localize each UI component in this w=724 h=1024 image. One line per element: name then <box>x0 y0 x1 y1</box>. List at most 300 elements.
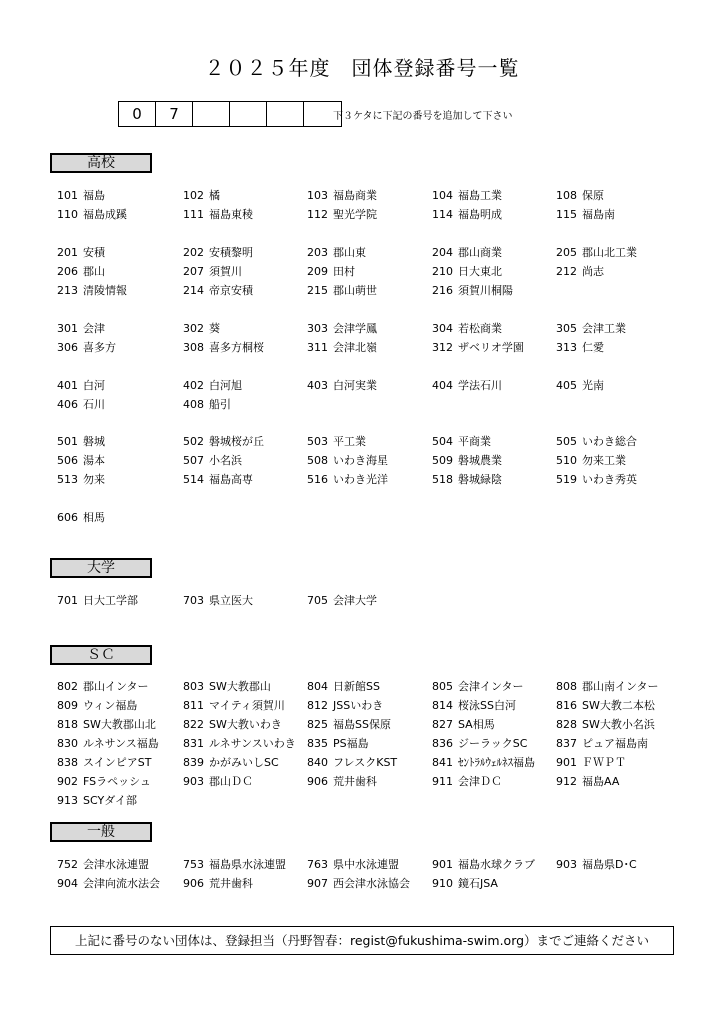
team-name: 福島東稜 <box>209 208 253 221</box>
team-name: いわき海星 <box>333 454 388 467</box>
code-digit-cell: 0 <box>119 102 156 126</box>
team-code: 803 <box>183 680 204 693</box>
team-code: 904 <box>57 877 78 890</box>
team-entry <box>432 696 516 715</box>
team-entry <box>183 432 264 451</box>
team-code: 504 <box>432 435 453 448</box>
team-code: 514 <box>183 473 204 486</box>
team-name: SW大教二本松 <box>582 699 655 712</box>
team-name: 光南 <box>582 379 604 392</box>
team-name: 福島高専 <box>209 473 253 486</box>
team-name: 田村 <box>333 265 355 278</box>
team-code: 507 <box>183 454 204 467</box>
team-entry <box>57 338 116 357</box>
team-code: 840 <box>307 756 328 769</box>
team-entry <box>183 772 253 791</box>
team-name: ザベリオ学園 <box>458 341 524 354</box>
team-code: 215 <box>307 284 328 297</box>
team-entry <box>307 262 355 281</box>
team-entry <box>556 338 604 357</box>
team-name: 勿来 <box>83 473 105 486</box>
team-name: 福島商業 <box>333 189 377 202</box>
team-name: 県中水泳連盟 <box>333 858 399 871</box>
team-name: 磐城桜が丘 <box>209 435 264 448</box>
team-entry <box>432 753 535 772</box>
team-code: 205 <box>556 246 577 259</box>
team-entry <box>183 470 253 489</box>
team-name: 喜多方 <box>83 341 116 354</box>
team-entry <box>183 591 253 610</box>
team-code: 912 <box>556 775 577 788</box>
team-name: 磐城緑陰 <box>458 473 502 486</box>
team-name: SW大教小名浜 <box>582 718 655 731</box>
team-code: 827 <box>432 718 453 731</box>
team-entry <box>556 753 626 772</box>
team-code: 906 <box>307 775 328 788</box>
team-code: 501 <box>57 435 78 448</box>
team-code: 201 <box>57 246 78 259</box>
team-entry <box>432 376 502 395</box>
team-name: 福島SS保原 <box>333 718 391 731</box>
team-name: 福島水球クラブ <box>458 858 535 871</box>
team-entry <box>432 432 491 451</box>
team-name: ウィン福島 <box>83 699 138 712</box>
team-code: 303 <box>307 322 328 335</box>
code-instruction: 下３ケタに下記の番号を追加して下さい <box>333 111 513 122</box>
team-name: 学法石川 <box>458 379 502 392</box>
team-name: 喜多方桐桜 <box>209 341 264 354</box>
team-entry <box>183 205 253 224</box>
team-code: 910 <box>432 877 453 890</box>
section-heading: 高校 <box>50 153 152 173</box>
team-code: 301 <box>57 322 78 335</box>
team-name: 平商業 <box>458 435 491 448</box>
team-name: SW大教郡山 <box>209 680 271 693</box>
team-entry <box>556 205 615 224</box>
team-name: ピュア福島南 <box>582 737 648 750</box>
team-name: 安積 <box>83 246 105 259</box>
team-entry <box>307 715 391 734</box>
team-code: 837 <box>556 737 577 750</box>
team-name: 平工業 <box>333 435 366 448</box>
team-code: 606 <box>57 511 78 524</box>
team-name: 日大工学部 <box>83 594 138 607</box>
team-code: 805 <box>432 680 453 693</box>
team-code: 114 <box>432 208 453 221</box>
team-entry <box>432 451 502 470</box>
team-entry <box>432 470 502 489</box>
team-entry <box>556 262 604 281</box>
team-code: 705 <box>307 594 328 607</box>
team-code: 831 <box>183 737 204 750</box>
team-entry <box>556 376 604 395</box>
team-name: かがみいしSC <box>209 756 279 769</box>
team-entry <box>183 753 279 772</box>
team-name: 福島明成 <box>458 208 502 221</box>
team-code: 214 <box>183 284 204 297</box>
team-name: PS福島 <box>333 737 369 750</box>
team-entry <box>432 262 502 281</box>
team-code: 838 <box>57 756 78 769</box>
team-code: 311 <box>307 341 328 354</box>
team-code: 513 <box>57 473 78 486</box>
team-code: 906 <box>183 877 204 890</box>
team-code: 103 <box>307 189 328 202</box>
team-code: 210 <box>432 265 453 278</box>
team-name: 福島成蹊 <box>83 208 127 221</box>
team-code: 115 <box>556 208 577 221</box>
team-entry <box>556 696 655 715</box>
team-code: 808 <box>556 680 577 693</box>
team-name: 仁愛 <box>582 341 604 354</box>
team-name: いわき光洋 <box>333 473 388 486</box>
team-entry <box>57 791 137 810</box>
registration-code-box <box>118 101 342 127</box>
team-code: 753 <box>183 858 204 871</box>
team-entry <box>556 243 637 262</box>
team-entry <box>183 734 296 753</box>
team-code: 506 <box>57 454 78 467</box>
team-entry <box>432 855 535 874</box>
team-entry <box>556 432 637 451</box>
team-entry <box>57 508 105 527</box>
team-code: 830 <box>57 737 78 750</box>
team-name: 会津向流水法会 <box>83 877 160 890</box>
team-entry <box>57 753 151 772</box>
team-entry <box>432 874 498 893</box>
team-name: 福島県水泳連盟 <box>209 858 286 871</box>
team-name: ｾﾝﾄﾗﾙｳｪﾙﾈｽ福島 <box>458 756 535 769</box>
team-entry <box>57 734 159 753</box>
team-entry <box>57 470 105 489</box>
team-entry <box>307 338 377 357</box>
team-code: 901 <box>432 858 453 871</box>
team-entry <box>556 470 637 489</box>
team-code: 911 <box>432 775 453 788</box>
team-code: 308 <box>183 341 204 354</box>
team-entry <box>432 734 527 753</box>
team-entry <box>307 677 380 696</box>
team-entry <box>183 186 220 205</box>
team-entry <box>183 696 285 715</box>
team-entry <box>307 753 397 772</box>
team-entry <box>307 319 377 338</box>
team-entry <box>432 243 502 262</box>
team-code: 406 <box>57 398 78 411</box>
team-entry <box>432 281 513 300</box>
team-code: 835 <box>307 737 328 750</box>
team-code: 207 <box>183 265 204 278</box>
team-entry <box>432 205 502 224</box>
team-code: 502 <box>183 435 204 448</box>
team-name: 郡山ＤＣ <box>209 775 253 788</box>
team-name: 尚志 <box>582 265 604 278</box>
team-name: 郡山商業 <box>458 246 502 259</box>
team-entry <box>57 874 160 893</box>
team-name: 郡山東 <box>333 246 366 259</box>
team-name: 福島AA <box>582 775 620 788</box>
team-name: 聖光学院 <box>333 208 377 221</box>
team-name: SCYダイ部 <box>83 794 137 807</box>
team-entry <box>57 677 149 696</box>
team-entry <box>432 677 524 696</box>
team-entry <box>307 772 377 791</box>
team-name: SA相馬 <box>458 718 495 731</box>
team-name: 帝京安積 <box>209 284 253 297</box>
team-name: 白河実業 <box>333 379 377 392</box>
team-code: 112 <box>307 208 328 221</box>
team-entry <box>57 591 138 610</box>
team-entry <box>57 243 105 262</box>
section-heading: 一般 <box>50 822 152 842</box>
team-name: 桜泳SS白河 <box>458 699 516 712</box>
team-entry <box>183 715 282 734</box>
team-entry <box>432 319 502 338</box>
team-entry <box>556 734 648 753</box>
team-entry <box>556 677 659 696</box>
team-code: 701 <box>57 594 78 607</box>
team-code: 839 <box>183 756 204 769</box>
team-name: 県立医大 <box>209 594 253 607</box>
team-entry <box>556 451 626 470</box>
team-name: 須賀川 <box>209 265 242 278</box>
team-entry <box>183 855 286 874</box>
team-entry <box>307 734 369 753</box>
team-name: 相馬 <box>83 511 105 524</box>
team-code: 108 <box>556 189 577 202</box>
team-code: 305 <box>556 322 577 335</box>
team-name: 葵 <box>209 322 220 335</box>
team-code: 818 <box>57 718 78 731</box>
team-name: ジーラックSC <box>458 737 528 750</box>
team-name: 石川 <box>83 398 105 411</box>
code-digit-cell <box>193 102 230 126</box>
team-code: 102 <box>183 189 204 202</box>
team-code: 509 <box>432 454 453 467</box>
team-code: 510 <box>556 454 577 467</box>
team-name: 福島 <box>83 189 105 202</box>
team-code: 402 <box>183 379 204 392</box>
team-code: 763 <box>307 858 328 871</box>
team-entry <box>57 262 105 281</box>
team-entry <box>556 186 604 205</box>
team-name: 須賀川桐陽 <box>458 284 513 297</box>
team-entry <box>183 395 231 414</box>
team-entry <box>307 376 377 395</box>
team-name: 郡山萌世 <box>333 284 377 297</box>
team-code: 752 <box>57 858 78 871</box>
team-name: 白河 <box>83 379 105 392</box>
team-name: JSSいわき <box>333 699 384 712</box>
team-code: 812 <box>307 699 328 712</box>
team-name: SW大教いわき <box>209 718 282 731</box>
team-name: 磐城 <box>83 435 105 448</box>
team-name: スインピアST <box>83 756 152 769</box>
team-code: 809 <box>57 699 78 712</box>
team-code: 202 <box>183 246 204 259</box>
team-name: ＦＷＰＴ <box>582 756 626 769</box>
team-code: 216 <box>432 284 453 297</box>
team-code: 816 <box>556 699 577 712</box>
team-entry <box>183 319 220 338</box>
team-entry <box>183 451 242 470</box>
code-digit-cell: 7 <box>156 102 193 126</box>
team-name: 会津北嶺 <box>333 341 377 354</box>
team-entry <box>307 432 366 451</box>
team-name: 保原 <box>582 189 604 202</box>
team-entry <box>307 205 377 224</box>
team-entry <box>183 677 271 696</box>
team-entry <box>57 696 137 715</box>
team-code: 405 <box>556 379 577 392</box>
team-code: 312 <box>432 341 453 354</box>
team-code: 822 <box>183 718 204 731</box>
team-entry <box>432 338 524 357</box>
team-code: 101 <box>57 189 78 202</box>
team-name: 郡山南インター <box>582 680 659 693</box>
team-code: 811 <box>183 699 204 712</box>
team-name: 磐城農業 <box>458 454 502 467</box>
team-code: 901 <box>556 756 577 769</box>
team-entry <box>57 855 149 874</box>
team-name: 日大東北 <box>458 265 502 278</box>
team-entry <box>307 470 388 489</box>
team-entry <box>183 874 253 893</box>
team-code: 913 <box>57 794 78 807</box>
team-entry <box>307 451 388 470</box>
team-entry <box>183 338 264 357</box>
team-entry <box>432 772 502 791</box>
team-code: 313 <box>556 341 577 354</box>
team-name: 福島南 <box>582 208 615 221</box>
team-code: 825 <box>307 718 328 731</box>
team-code: 206 <box>57 265 78 278</box>
team-code: 804 <box>307 680 328 693</box>
team-name: 荒井歯科 <box>333 775 377 788</box>
team-name: フレスクKST <box>333 756 398 769</box>
team-name: 会津インター <box>458 680 524 693</box>
team-code: 306 <box>57 341 78 354</box>
team-entry <box>183 243 253 262</box>
code-digit-cell <box>230 102 267 126</box>
team-code: 516 <box>307 473 328 486</box>
team-entry <box>307 696 383 715</box>
team-name: 勿来工業 <box>582 454 626 467</box>
team-code: 110 <box>57 208 78 221</box>
team-name: ルネサンスいわき <box>209 737 296 750</box>
team-name: 西会津水泳協会 <box>333 877 410 890</box>
page-title: ２０２５年度 団体登録番号一覧 <box>204 56 520 80</box>
team-code: 902 <box>57 775 78 788</box>
team-code: 814 <box>432 699 453 712</box>
section-heading: 大学 <box>50 558 152 578</box>
team-code: 519 <box>556 473 577 486</box>
team-name: 安積黎明 <box>209 246 253 259</box>
team-code: 401 <box>57 379 78 392</box>
team-code: 203 <box>307 246 328 259</box>
team-name: 鏡石JSA <box>458 877 498 890</box>
team-name: 小名浜 <box>209 454 242 467</box>
team-name: 清陵情報 <box>83 284 127 297</box>
team-code: 304 <box>432 322 453 335</box>
team-name: ルネサンス福島 <box>83 737 159 750</box>
team-code: 302 <box>183 322 204 335</box>
team-name: 日新館SS <box>333 680 380 693</box>
section-heading: ＳＣ <box>50 645 152 665</box>
team-entry <box>57 395 105 414</box>
team-code: 403 <box>307 379 328 392</box>
team-entry <box>307 186 377 205</box>
team-entry <box>556 855 637 874</box>
team-entry <box>57 281 127 300</box>
team-code: 408 <box>183 398 204 411</box>
team-code: 703 <box>183 594 204 607</box>
team-name: 会津 <box>83 322 105 335</box>
team-code: 907 <box>307 877 328 890</box>
team-code: 508 <box>307 454 328 467</box>
team-name: FSラペッシュ <box>83 775 151 788</box>
team-name: 会津学鳳 <box>333 322 377 335</box>
team-entry <box>307 281 377 300</box>
team-entry <box>307 591 377 610</box>
team-code: 404 <box>432 379 453 392</box>
team-entry <box>57 432 105 451</box>
team-name: 郡山北工業 <box>582 246 637 259</box>
team-name: 白河旭 <box>209 379 242 392</box>
team-entry <box>556 715 655 734</box>
team-code: 836 <box>432 737 453 750</box>
team-name: いわき秀英 <box>582 473 637 486</box>
team-entry <box>556 772 619 791</box>
team-code: 903 <box>556 858 577 871</box>
team-entry <box>307 874 410 893</box>
team-code: 503 <box>307 435 328 448</box>
team-entry <box>57 205 127 224</box>
team-code: 802 <box>57 680 78 693</box>
team-name: 福島県D･C <box>582 858 637 871</box>
team-entry <box>57 772 151 791</box>
team-entry <box>307 243 366 262</box>
team-name: 船引 <box>209 398 231 411</box>
team-code: 212 <box>556 265 577 278</box>
team-name: 会津大学 <box>333 594 377 607</box>
team-name: 郡山 <box>83 265 105 278</box>
team-code: 111 <box>183 208 204 221</box>
team-name: 郡山インター <box>83 680 149 693</box>
team-code: 828 <box>556 718 577 731</box>
team-entry <box>432 715 495 734</box>
team-code: 209 <box>307 265 328 278</box>
team-code: 104 <box>432 189 453 202</box>
team-entry <box>57 451 105 470</box>
team-entry <box>432 186 502 205</box>
team-entry <box>57 715 156 734</box>
team-code: 213 <box>57 284 78 297</box>
team-name: 橘 <box>209 189 220 202</box>
team-name: 湯本 <box>83 454 105 467</box>
team-name: 若松商業 <box>458 322 502 335</box>
team-name: 会津工業 <box>582 322 626 335</box>
team-code: 204 <box>432 246 453 259</box>
team-name: 会津水泳連盟 <box>83 858 149 871</box>
team-entry <box>57 186 105 205</box>
team-entry <box>57 376 105 395</box>
team-code: 903 <box>183 775 204 788</box>
team-code: 518 <box>432 473 453 486</box>
team-entry <box>183 376 242 395</box>
team-entry <box>556 319 626 338</box>
code-digit-cell <box>267 102 304 126</box>
